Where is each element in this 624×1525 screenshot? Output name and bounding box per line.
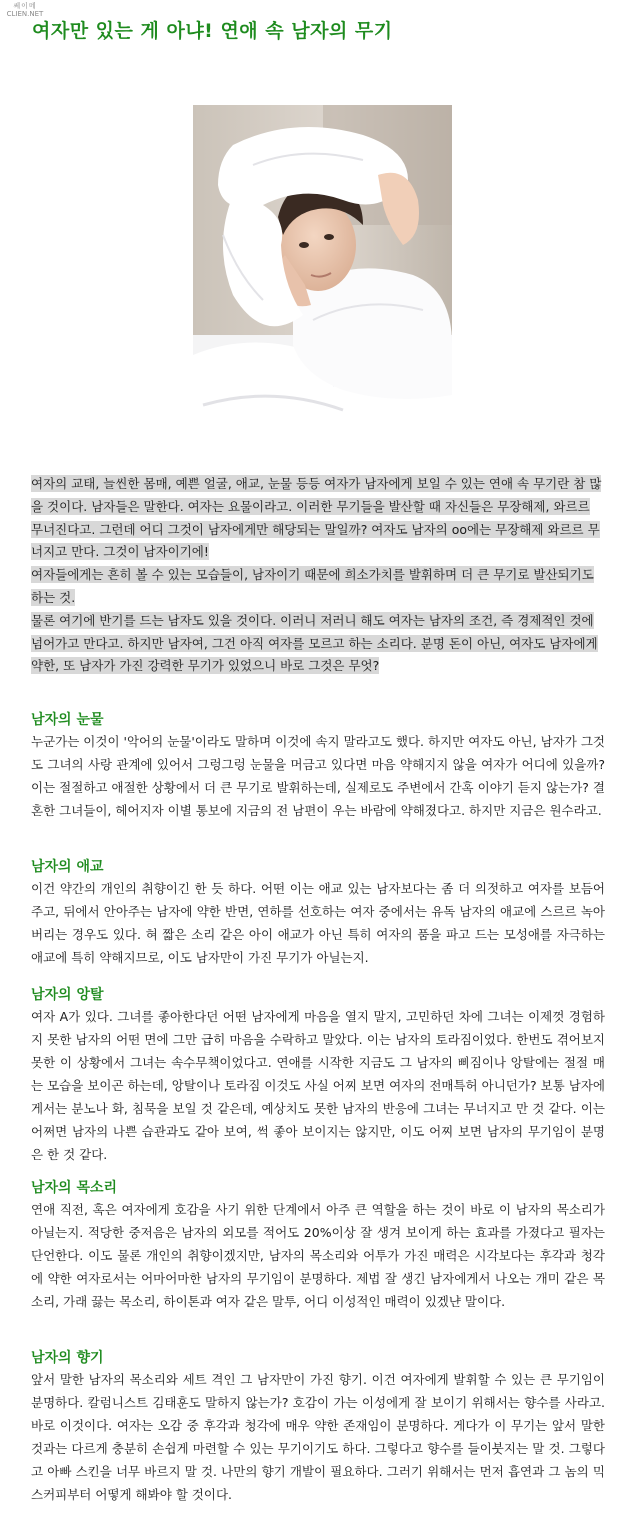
intro-paragraph-3: 물론 여기에 반기를 드는 남자도 있을 것이다. 이러니 저러니 해도 여자는 남자의 조건, 즉 경제적인 것에 넘어가고 만다고. 하지만 남자여, 그건 아직 여자를 모르고 하는 소리다. 분명 돈이 아닌, 여자도 남자에게 약한, 또 남자가 가진 강력한 무기가 있었으니 바로 그것은 무엇? (31, 612, 598, 674)
intro-paragraph-1: 여자의 교태, 늘씬한 몸매, 예쁜 얼굴, 애교, 눈물 등등 여자가 남자에게 보일 수 있는 연애 속 무기란 참 많을 것이다. 남자들은 말한다. 여자는 요물이라고. 이러한 무기들을 발산할 때 자신들은 무장해제, 와르르 무너진다고. 그런데 어디 그것이 남자에게만 해당되는 말일까? 여자도 남자의 oo에는 무장해제 와르르 무너지고 만다. 그것이 남자이기에! (31, 476, 602, 560)
section-scent (31, 1348, 605, 1506)
intro-paragraphs (31, 473, 605, 678)
section-aegyo (31, 857, 605, 969)
section-voice (31, 1178, 605, 1313)
section-body: 누군가는 이것이 '악어의 눈물'이라도 말하며 이것에 속지 말라고도 했다. 하지만 여자도 아닌, 남자가 그것도 그녀의 사랑 관계에 있어서 그렁그렁 눈물을 머금고 있다면 마음 약해지지 않을 여자가 어디에 있을까? 이는 절절하고 애절한 상황에서 더 큰 무기로 발휘하는데, 실제로도 주변에서 간혹 이야기 듣지 않는가? 결혼한 그녀들이, 헤어지자 이별 통보에 지금의 전 남편이 우는 바람에 약해졌다고. 하지만 지금은 원수라고. (31, 734, 605, 818)
section-tears (31, 710, 605, 822)
section-body: 앞서 말한 남자의 목소리와 세트 격인 그 남자만이 가진 향기. 이건 여자에게 발휘할 수 있는 큰 무기임이 분명하다. 칼럼니스트 김태훈도 말하지 않는가? 호감이 가는 이성에게 잘 보이기 위해서는 향수를 사라고. 바로 이것이다. 여자는 오감 중 후각과 청각에 매우 약한 존재임이 분명하다. 게다가 이 무기는 앞서 말한 것과는 다르게 충분히 손쉽게 마련할 수 있는 무기이기도 하다. 그렇다고 향수를 들이붓지는 말 것. 그렇다고 아빠 스킨을 너무 바르지 말 것. 나만의 향기 개발이 필요하다. 그러기 위해서는 먼저 흡연과 그 놈의 믹스커피부터 어떻게 해봐야 할 것이다. (31, 1372, 605, 1502)
watermark-line1: 쎄이메 (13, 2, 37, 10)
intro-paragraph-2: 여자들에게는 흔히 볼 수 있는 모습들이, 남자이기 때문에 희소가치를 발휘하며 더 큰 무기로 발산되기도 하는 것. (31, 567, 594, 605)
section-body: 여자 A가 있다. 그녀를 좋아한다던 어떤 남자에게 마음을 열지 말지, 고민하던 차에 그녀는 이제껏 경험하지 못한 남자의 어떤 면에 그만 급히 마음을 수락하고 말았다. 이는 남자의 토라짐이었다. 한번도 겪어보지 못한 이 상황에서 그녀는 속수무책이었다고. 연애를 시작한 지금도 그 남자의 삐짐이나 앙탈에는 절절 매는 모습을 보이곤 하는데, 앙탈이나 토라짐 이것도 사실 어찌 보면 여자의 전매특허 아니던가? 보통 남자에게서는 분노나 화, 침묵을 보일 것 같은데, 예상치도 못한 남자의 반응에 그녀는 무너지고 만 것 같다. 이는 어쩌면 남자의 나쁜 습관과도 같아 보여, 썩 좋아 보이지는 않지만, 이도 어찌 보면 남자의 무기임이 분명은 한 것 같다. (31, 1009, 605, 1162)
article-photo (193, 105, 452, 430)
section-heading: 남자의 애교 (31, 859, 104, 875)
section-body: 연애 직전, 혹은 여자에게 호감을 사기 위한 단계에서 아주 큰 역할을 하는 것이 바로 이 남자의 목소리가 아닐는지. 적당한 중저음은 남자의 외모를 적어도 20%이상 잘 생겨 보이게 하는 효과를 가졌다고 필자는 단언한다. 이도 물론 개인의 취향이겠지만, 남자의 목소리와 어투가 가진 매력은 시각보다는 후각과 청각에 약한 여자로서는 어마어마한 남자의 무기임이 분명하다. 제법 잘 생긴 남자에게서 나오는 개미 같은 목소리, 가래 끓는 목소리, 하이톤과 여자 같은 말투, 어디 이성적인 매력이 있겠냔 말이다. (31, 1202, 605, 1309)
section-heading: 남자의 눈물 (31, 712, 104, 728)
watermark-line2: CLIEN.NET (6, 10, 44, 18)
section-heading: 남자의 목소리 (31, 1180, 118, 1196)
section-heading: 남자의 향기 (31, 1350, 104, 1366)
man-with-pillow-illustration (193, 105, 452, 430)
section-heading: 남자의 앙탈 (31, 987, 104, 1003)
section-tantrum (31, 985, 605, 1166)
article-title: 여자만 있는 게 아냐! 연애 속 남자의 무기 (32, 20, 393, 42)
section-body: 이건 약간의 개인의 취향이긴 한 듯 하다. 어떤 이는 애교 있는 남자보다는 좀 더 의젓하고 여자를 보듬어주고, 뒤에서 안아주는 남자에 약한 반면, 연하를 선호하는 여자 중에서는 유독 남자의 애교에 스르르 녹아버리는 경우도 있다. 혀 짧은 소리 같은 아이 애교가 아닌 특히 여자의 품을 파고 드는 모성애를 자극하는 애교에 특히 약해지므로, 이도 남자만이 가진 무기가 아닐는지. (31, 881, 605, 965)
